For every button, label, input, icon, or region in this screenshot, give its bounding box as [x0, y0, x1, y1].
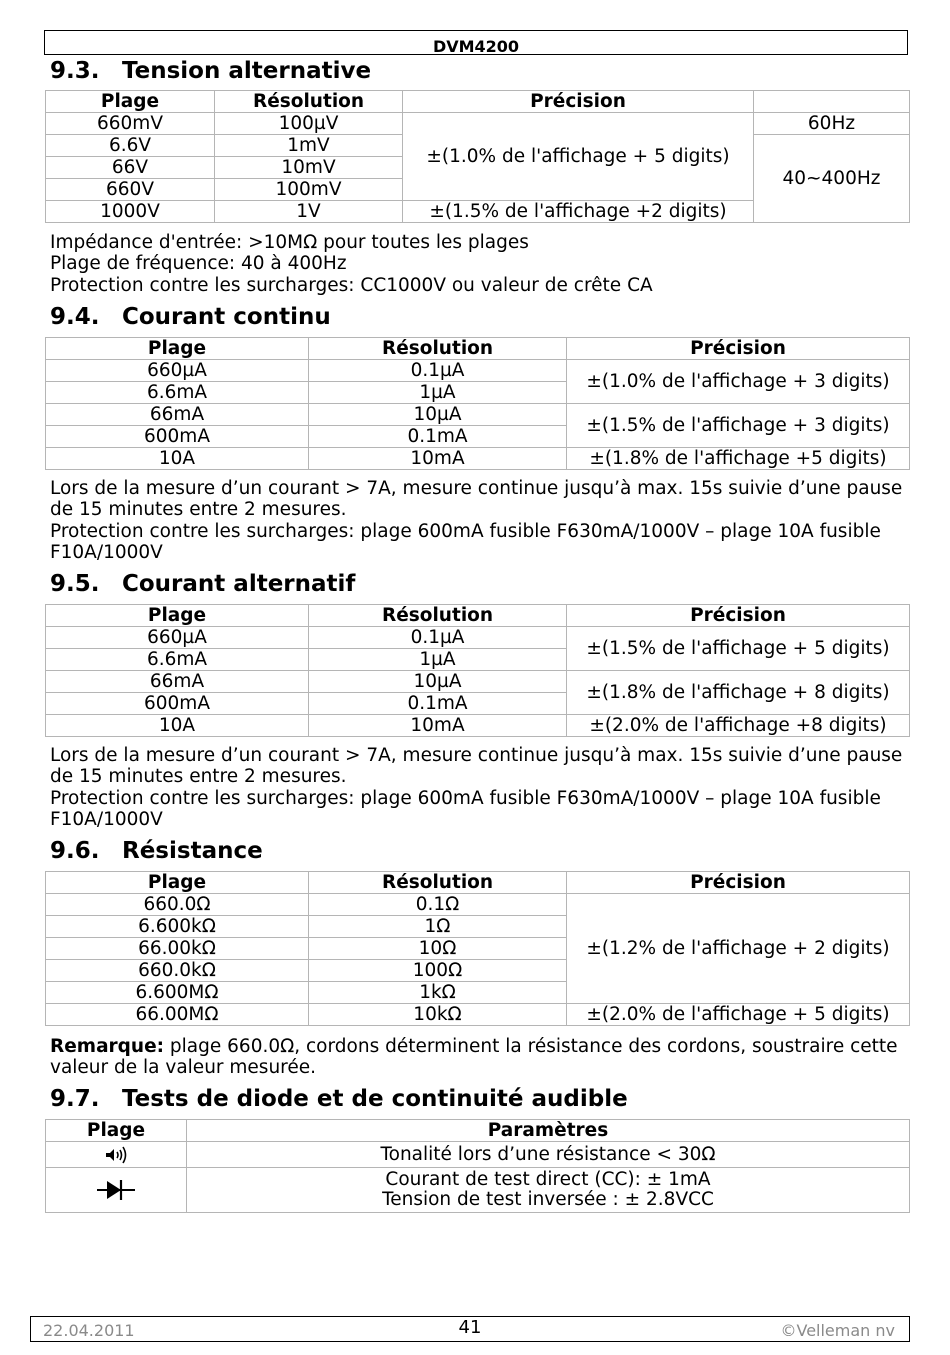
document-model: DVM4200 — [432, 37, 520, 56]
table-row: 66mA 10µA ±(1.5% de l'affichage + 3 digits) — [46, 404, 910, 426]
table-row: 660V 100mV — [46, 179, 910, 201]
remark-label: Remarque: — [50, 1036, 165, 1057]
table-row: 6.6mA 1µA — [46, 649, 910, 671]
section-heading-9-3: 9.3. Tension alternative — [50, 58, 372, 84]
ac-voltage-table — [45, 90, 910, 223]
table-row: Tonalité lors d’une résistance < 30Ω — [46, 1142, 910, 1168]
dc-current-table — [45, 337, 910, 470]
table-row: 66mA 10µA ±(1.8% de l'affichage + 8 digits) — [46, 671, 910, 693]
table-row: 660µA 0.1µA ±(1.5% de l'affichage + 5 digits) — [46, 627, 910, 649]
section-heading-9-5: 9.5. Courant alternatif — [50, 571, 356, 597]
page-header — [44, 30, 908, 55]
page-footer — [30, 1316, 910, 1342]
table-row: 66V 10mV — [46, 157, 910, 179]
section-remark — [50, 1036, 912, 1079]
table-header-row: Plage Résolution Précision — [46, 605, 910, 627]
table-row: 66.00kΩ 10Ω — [46, 938, 910, 960]
table-row: Courant de test direct (CC): ± 1mA Tension de test inversée : ± 2.8VCC — [46, 1168, 910, 1213]
table-row: 600mA 0.1mA — [46, 693, 910, 715]
ac-current-table — [45, 604, 910, 737]
table-header-row: Plage Résolution Précision — [46, 338, 910, 360]
table-row: 66.00MΩ 10kΩ ±(2.0% de l'affichage + 5 digits) — [46, 1004, 910, 1026]
remark-text: plage 660.0Ω, cordons déterminent la résistance des cordons, soustraire cette valeur de la valeur mesurée. — [50, 1036, 898, 1079]
section-notes: Lors de la mesure d’un courant > 7A, mesure continue jusqu’à max. 15s suivie d’une pause de 15 minutes entre 2 mesures. Protection contre les surcharges: plage 600mA fusible F630mA/1000V – plage 10A fusible F10A/1000V — [50, 478, 903, 563]
section-notes: Lors de la mesure d’un courant > 7A, mesure continue jusqu’à max. 15s suivie d’une pause de 15 minutes entre 2 mesures. Protection contre les surcharges: plage 600mA fusible F630mA/1000V – plage 10A fusible F10A/1000V — [50, 745, 903, 830]
table-row: 660mV 100µV ±(1.0% de l'affichage + 5 digits) 60Hz — [46, 113, 910, 135]
table-row: 1000V 1V ±(1.5% de l'affichage +2 digits) — [46, 201, 910, 223]
table-header-row: Plage Résolution Précision — [46, 872, 910, 894]
section-heading-9-6: 9.6. Résistance — [50, 838, 263, 864]
table-header-row: Plage Paramètres — [46, 1120, 910, 1142]
table-row: 10A 10mA ±(1.8% de l'affichage +5 digits) — [46, 448, 910, 470]
table-row: 6.600MΩ 1kΩ — [46, 982, 910, 1004]
section-notes: Impédance d'entrée: >10MΩ pour toutes les plages Plage de fréquence: 40 à 400Hz Protection contre les surcharges: CC1000V ou valeur de crête CA — [50, 232, 653, 296]
table-row: 6.6mA 1µA — [46, 382, 910, 404]
table-row: 660µA 0.1µA ±(1.0% de l'affichage + 3 digits) — [46, 360, 910, 382]
continuity-buzzer-icon — [103, 1144, 129, 1166]
diode-continuity-table — [45, 1119, 910, 1213]
table-row: 600mA 0.1mA — [46, 426, 910, 448]
diode-icon — [96, 1178, 136, 1202]
footer-copyright: ©Velleman nv — [780, 1321, 895, 1340]
section-heading-9-7: 9.7. Tests de diode et de continuité audible — [50, 1086, 628, 1112]
page-number: 41 — [458, 1317, 482, 1338]
section-heading-9-4: 9.4. Courant continu — [50, 304, 331, 330]
table-row: 660.0Ω 0.1Ω ±(1.2% de l'affichage + 2 digits) — [46, 894, 910, 916]
table-header-row: Plage Résolution Précision — [46, 91, 910, 113]
table-row: 6.6V 1mV 40~400Hz — [46, 135, 910, 157]
resistance-table — [45, 871, 910, 1026]
footer-date: 22.04.2011 — [43, 1321, 135, 1340]
table-row: 6.600kΩ 1Ω — [46, 916, 910, 938]
table-row: 10A 10mA ±(2.0% de l'affichage +8 digits) — [46, 715, 910, 737]
table-row: 660.0kΩ 100Ω — [46, 960, 910, 982]
